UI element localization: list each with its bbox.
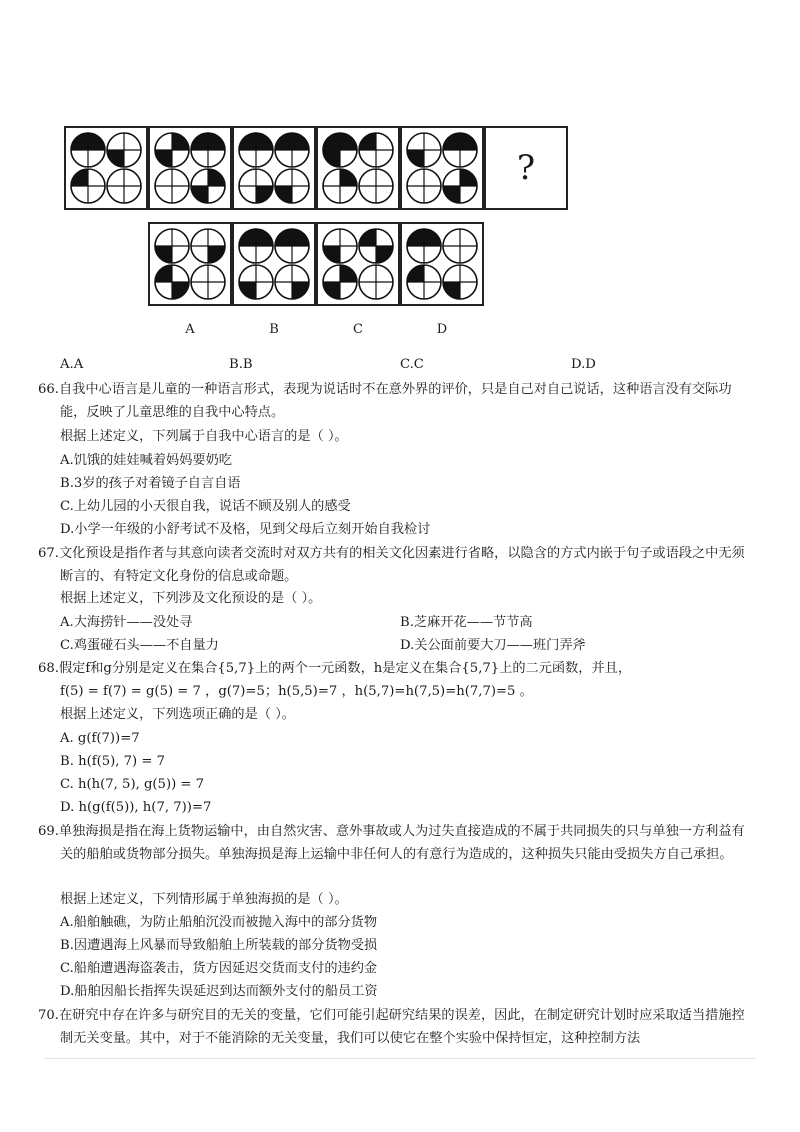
pattern-circle — [239, 265, 273, 299]
option-label-d: D — [436, 322, 448, 337]
sequence-cell-2 — [148, 126, 232, 210]
circle-pattern-graphic — [402, 128, 482, 208]
q67-choice-b[interactable]: B.芝麻开花——节节高 — [400, 615, 533, 630]
pattern-circle — [155, 229, 189, 263]
option-cell-a — [148, 222, 232, 306]
pattern-circle — [323, 229, 357, 263]
q67-stem-text: 67.文化预设是指作者与其意向读者交流时对双方共有的相关文化因素进行省略，以隐含的方式内嵌于句子或语段之中无须断言的、有特定文化身份的信息或命题。 — [38, 546, 745, 584]
sequence-cell-3 — [232, 126, 316, 210]
q67-choice-a[interactable]: A.大海捞针——没处寻 — [60, 615, 193, 630]
pattern-circle — [107, 133, 141, 167]
sequence-cell-1 — [64, 126, 148, 210]
q66-prompt: 根据上述定义，下列属于自我中心语言的是（ ）。 — [60, 429, 348, 444]
q68-choice-d[interactable]: D. h(g(f(5)), h(7, 7))=7 — [60, 800, 212, 815]
pattern-circle — [359, 169, 393, 203]
sequence-cell-question — [484, 126, 568, 210]
q66-choice-d[interactable]: D.小学一年级的小舒考试不及格，见到父母后立刻开始自我检讨 — [60, 522, 431, 537]
q66-choice-a[interactable]: A.饥饿的娃娃喊着妈妈要奶吃 — [60, 453, 232, 468]
circle-pattern-graphic — [402, 224, 482, 304]
q69-choice-a[interactable]: A.船舶触礁，为防止船舶沉没而被抛入海中的部分货物 — [60, 915, 378, 930]
pattern-circle — [275, 229, 309, 263]
q70-stem-text: 70.在研究中存在许多与研究目的无关的变量，它们可能引起研究结果的误差，因此，在制定研究计划时应采取适当措施控制无关变量。其中，对于不能消除的无关变量，我们可以使它在整个实验中保持恒定，这种控制方法 — [38, 1008, 745, 1046]
q66-stem-text: 66.自我中心语言是儿童的一种语言形式，表现为说话时不在意外界的评价，只是自己对自己说话，这种语言没有交际功能，反映了儿童思维的自我中心特点。 — [38, 382, 732, 420]
pattern-circle — [191, 133, 225, 167]
pattern-circle — [323, 169, 357, 203]
option-cell-b — [232, 222, 316, 306]
q69-choice-c[interactable]: C.船舶遭遇海盗袭击，货方因延迟交货而支付的违约金 — [60, 961, 378, 976]
pattern-circle — [323, 133, 357, 167]
pattern-circle — [155, 265, 189, 299]
pattern-circle — [359, 229, 393, 263]
circle-pattern-graphic — [318, 224, 398, 304]
pattern-circle — [191, 169, 225, 203]
option-label-c: C — [353, 322, 363, 337]
q65-choice-b[interactable]: B.B — [229, 357, 253, 372]
q65-choice-d[interactable]: D.D — [571, 357, 596, 372]
q65-choice-a[interactable]: A.A — [60, 357, 84, 372]
pattern-circle — [155, 169, 189, 203]
pattern-circle — [407, 229, 441, 263]
q69-choice-d[interactable]: D.船舶因船长指挥失误延迟到达而额外支付的船员工资 — [60, 984, 378, 999]
q68-choice-b[interactable]: B. h(f(5), 7) = 7 — [60, 754, 166, 769]
q69-choice-b[interactable]: B.因遭遇海上风暴而导致船舶上所装载的部分货物受损 — [60, 938, 378, 953]
q68-stem-line2: f(5) = f(7) = g(5) = 7 ，g(7)=5；h(5,5)=7 ，h(5,7)=h(7,5)=h(7,7)=5 。 — [60, 684, 533, 699]
circle-pattern-graphic — [150, 128, 230, 208]
pattern-circle — [275, 169, 309, 203]
circle-pattern-graphic — [318, 128, 398, 208]
pattern-circle — [239, 169, 273, 203]
circle-pattern-graphic — [150, 224, 230, 304]
circle-pattern-graphic — [234, 224, 314, 304]
q67-choice-c[interactable]: C.鸡蛋碰石头——不自量力 — [60, 638, 219, 653]
q69-stem — [38, 820, 746, 866]
option-label-b: B — [269, 322, 279, 337]
q70-stem — [38, 1004, 746, 1050]
pattern-circle — [71, 169, 105, 203]
pattern-circle — [443, 265, 477, 299]
pattern-circle — [107, 169, 141, 203]
pattern-circle — [443, 229, 477, 263]
q67-choice-d[interactable]: D.关公面前要大刀——班门弄斧 — [400, 638, 586, 653]
pattern-circle — [359, 265, 393, 299]
q66-choice-c[interactable]: C.上幼儿园的小天很自我，说话不顾及别人的感受 — [60, 499, 351, 514]
q66-stem — [38, 378, 746, 424]
sequence-cell-5 — [400, 126, 484, 210]
page-divider — [44, 1058, 756, 1059]
q68-stem-line1: 68.假定f和g分别是定义在集合{5,7}上的两个一元函数，h是定义在集合{5,7}上的二元函数，并且， — [38, 661, 632, 676]
q68-prompt: 根据上述定义，下列选项正确的是（ ）。 — [60, 707, 295, 722]
q68-choice-c[interactable]: C. h(h(7, 5), g(5)) = 7 — [60, 777, 205, 792]
q66-choice-b[interactable]: B.3岁的孩子对着镜子自言自语 — [60, 476, 241, 491]
pattern-circle — [191, 229, 225, 263]
pattern-circle — [443, 133, 477, 167]
option-label-a: A — [185, 322, 195, 337]
q65-choice-c[interactable]: C.C — [400, 357, 424, 372]
option-cell-d — [400, 222, 484, 306]
q69-stem-text: 69.单独海损是指在海上货物运输中，由自然灾害、意外事故或人为过失直接造成的不属于共同损失的只与单独一方利益有关的船舶或货物部分损失。单独海损是海上运输中非任何人的有意行为造成的，这种损失只能由受损失方自己承担。 — [38, 824, 745, 862]
q68-choice-a[interactable]: A. g(f(7))=7 — [60, 731, 140, 746]
option-cell-c — [316, 222, 400, 306]
option-figure-row — [148, 222, 486, 308]
q69-prompt: 根据上述定义，下列情形属于单独海损的是（ ）。 — [60, 892, 348, 907]
circle-pattern-graphic — [234, 128, 314, 208]
circle-pattern-graphic — [66, 128, 146, 208]
q67-stem — [38, 542, 746, 588]
pattern-circle — [155, 133, 189, 167]
question-mark: ? — [516, 148, 536, 188]
pattern-circle — [443, 169, 477, 203]
pattern-circle — [239, 133, 273, 167]
pattern-circle — [323, 265, 357, 299]
pattern-circle — [275, 133, 309, 167]
pattern-circle — [359, 133, 393, 167]
pattern-circle — [275, 265, 309, 299]
pattern-circle — [239, 229, 273, 263]
pattern-circle — [71, 133, 105, 167]
pattern-circle — [191, 265, 225, 299]
pattern-circle — [407, 169, 441, 203]
sequence-cell-4 — [316, 126, 400, 210]
pattern-circle — [407, 265, 441, 299]
pattern-circle — [407, 133, 441, 167]
q67-prompt: 根据上述定义，下列涉及文化预设的是（ ）。 — [60, 591, 322, 606]
sequence-figure-row — [64, 126, 570, 212]
